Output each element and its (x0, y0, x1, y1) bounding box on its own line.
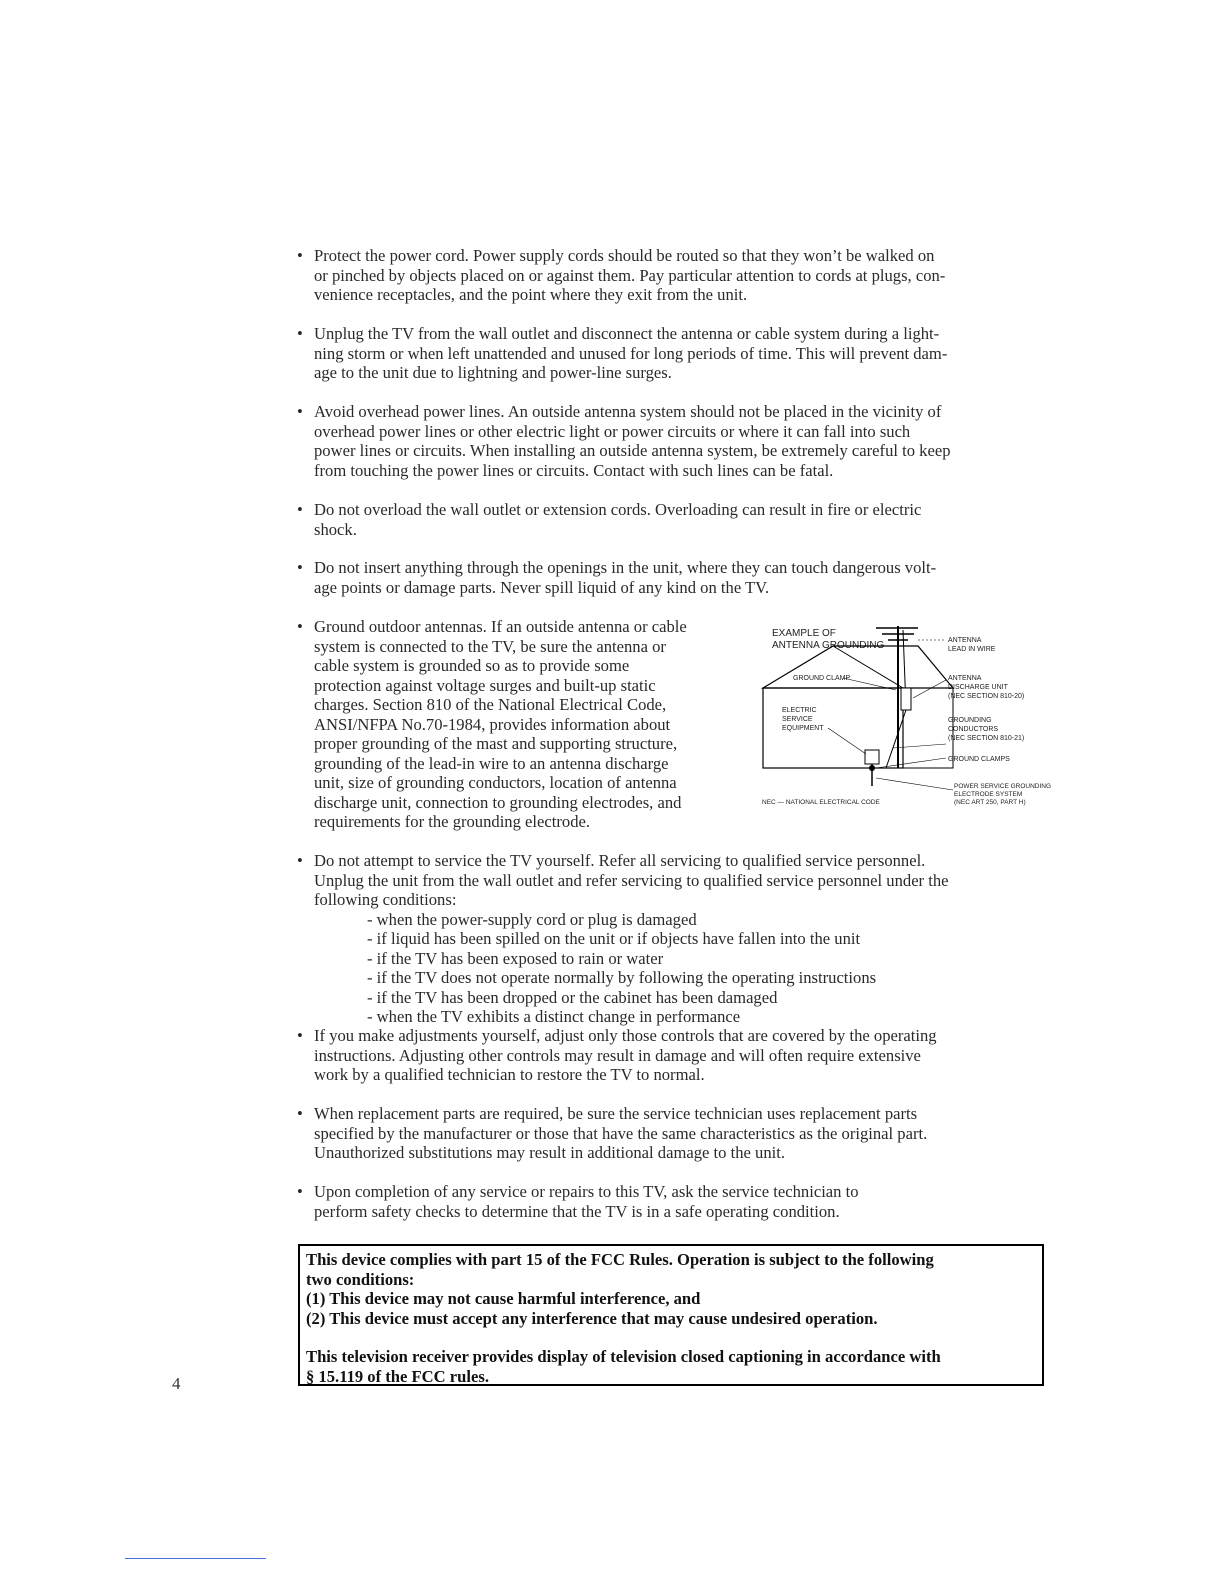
bullet-line: instructions. Adjusting other controls may result in damage and will often require extensive (314, 1045, 921, 1065)
bullet-safety-checks (297, 1182, 1057, 1221)
label-electric-service: EQUIPMENT (782, 725, 824, 732)
bullet-line: or pinched by objects placed on or against them. Pay particular attention to cords at plugs, con- (314, 265, 946, 285)
bullet-marker: • (297, 558, 303, 577)
condition-item: - when the TV exhibits a distinct change in performance (367, 1007, 741, 1026)
bullet-power-cord (297, 246, 1057, 305)
condition-item: - if the TV has been exposed to rain or water (367, 948, 664, 968)
leader-line (893, 744, 946, 748)
fcc-compliance-box (298, 1244, 1044, 1386)
bullet-adjustments (297, 1026, 1057, 1085)
bullet-line: Avoid overhead power lines. An outside antenna system should not be placed in the vicinity of (314, 402, 942, 421)
label-discharge-unit: ANTENNA (948, 675, 982, 682)
bullet-line: following conditions: (314, 890, 457, 909)
discharge-unit-icon (901, 688, 911, 710)
leader-line (828, 728, 866, 754)
bullet-grounding (297, 617, 757, 832)
bullet-line: ANSI/NFPA No.70-1984, provides information about (314, 714, 671, 734)
bullet-line: age to the unit due to lightning and power-line surges. (314, 363, 672, 382)
condition-item: - if the TV does not operate normally by following the operating instructions (367, 968, 877, 987)
leader-line (913, 680, 946, 698)
bullet-line: ning storm or when left unattended and unused for long periods of time. This will prevent dam- (314, 343, 948, 363)
label-electrode-system: (NEC ART 250, PART H) (954, 799, 1026, 806)
label-nec-note: NEC — NATIONAL ELECTRICAL CODE (762, 799, 880, 806)
bullet-line: power lines or circuits. When installing an outside antenna system, be extremely careful to keep (314, 441, 951, 460)
fcc-line: (2) This device must accept any interference that may cause undesired operation. (306, 1308, 878, 1328)
label-electrode-system: POWER SERVICE GROUNDING (954, 783, 1052, 790)
bullet-marker: • (297, 1182, 303, 1201)
bullet-replacement-parts (297, 1104, 1057, 1163)
label-ground-clamp: GROUND CLAMP (793, 675, 851, 682)
diagram-title-line: ANTENNA GROUNDING (772, 640, 885, 651)
label-ground-clamps: GROUND CLAMPS (948, 756, 1010, 763)
bullet-line: from touching the power lines or circuits. Contact with such lines can be fatal. (314, 460, 834, 480)
bullet-marker: • (297, 617, 303, 636)
bullet-line: cable system is grounded so as to provide some (314, 656, 630, 675)
condition-item: - if liquid has been spilled on the unit or if objects have fallen into the unit (367, 929, 861, 948)
bullet-line: specified by the manufacturer or those that have the same characteristics as the original part. (314, 1123, 928, 1143)
label-grounding-conductors: GROUNDING (948, 717, 992, 724)
fcc-line: This device complies with part 15 of the FCC Rules. Operation is subject to the following (306, 1250, 934, 1269)
bullet-line: Do not overload the wall outlet or extension cords. Overloading can result in fire or electric (314, 500, 922, 519)
bullet-line: grounding of the lead-in wire to an antenna discharge (314, 753, 669, 773)
fcc-line: § 15.119 of the FCC rules. (306, 1366, 489, 1386)
diagram-title-line: EXAMPLE OF (772, 628, 836, 639)
leader-line (876, 758, 946, 768)
bullet-service (297, 851, 1057, 1027)
fcc-line: This television receiver provides display of television closed captioning in accordance with (306, 1347, 941, 1366)
bullet-line: shock. (314, 519, 357, 539)
bullet-line: unit, size of grounding conductors, location of antenna (314, 773, 677, 792)
ground-clamp-icon (869, 765, 875, 771)
bullet-line: Unauthorized substitutions may result in additional damage to the unit. (314, 1143, 785, 1162)
label-electric-service: ELECTRIC (782, 707, 817, 714)
bullet-line: Do not insert anything through the openings in the unit, where they can touch dangerous volt- (314, 558, 937, 577)
spacer (306, 1328, 1036, 1347)
bullet-marker: • (297, 246, 303, 265)
bullet-line: proper grounding of the mast and supporting structure, (314, 734, 678, 753)
bullet-line: Ground outdoor antennas. If an outside antenna or cable (314, 617, 687, 636)
bullet-marker: • (297, 324, 303, 343)
electric-panel-icon (865, 750, 879, 764)
fcc-line: (1) This device may not cause harmful interference, and (306, 1289, 701, 1308)
bullet-line: requirements for the grounding electrode. (314, 812, 591, 831)
bullet-line: Do not attempt to service the TV yourself. Refer all servicing to qualified service personnel. (314, 851, 926, 870)
bullet-marker: • (297, 402, 303, 421)
bullet-line: venience receptacles, and the point where they exit from the unit. (314, 285, 748, 304)
bullet-marker: • (297, 851, 303, 870)
bullet-line: Protect the power cord. Power supply cords should be routed so that they won’t be walked on (314, 246, 935, 265)
bullet-line: protection against voltage surges and built-up static (314, 675, 656, 695)
bullet-marker: • (297, 500, 303, 519)
leader-line (876, 778, 953, 790)
bullet-marker: • (297, 1026, 303, 1045)
label-lead-in: LEAD IN WIRE (948, 646, 996, 653)
antenna-grounding-diagram (758, 618, 1058, 808)
label-discharge-unit: DISCHARGE UNIT (948, 684, 1008, 691)
bullet-line: Upon completion of any service or repairs to this TV, ask the service technician to (314, 1182, 859, 1201)
label-electric-service: SERVICE (782, 716, 813, 723)
bullet-line: Unplug the unit from the wall outlet and refer servicing to qualified service personnel under the (314, 870, 949, 890)
bullet-line: discharge unit, connection to grounding electrodes, and (314, 792, 682, 812)
bullet-line: age points or damage parts. Never spill liquid of any kind on the TV. (314, 577, 770, 597)
label-grounding-conductors: (NEC SECTION 810-21) (948, 735, 1025, 742)
label-grounding-conductors: CONDUCTORS (948, 726, 999, 733)
bullet-line: When replacement parts are required, be sure the service technician uses replacement parts (314, 1104, 918, 1123)
condition-item: - when the power-supply cord or plug is damaged (367, 909, 697, 929)
label-lead-in: ANTENNA (948, 637, 982, 644)
page-number: 4 (172, 1374, 181, 1393)
bullet-line: Unplug the TV from the wall outlet and disconnect the antenna or cable system during a light- (314, 324, 940, 343)
label-discharge-unit: (NEC SECTION 810-20) (948, 693, 1025, 700)
bullet-line: charges. Section 810 of the National Electrical Code, (314, 695, 667, 714)
label-electrode-system: ELECTRODE SYSTEM (954, 791, 1023, 798)
bullet-line: work by a qualified technician to restore the TV to normal. (314, 1065, 705, 1084)
bullet-openings (297, 558, 1057, 597)
bullet-line: system is connected to the TV, be sure the antenna or (314, 636, 666, 656)
bullet-overload (297, 500, 1057, 539)
fcc-line: two conditions: (306, 1269, 415, 1289)
bullet-marker: • (297, 1104, 303, 1123)
bullet-unplug (297, 324, 1057, 383)
bullet-line: perform safety checks to determine that the TV is in a safe operating condition. (314, 1201, 840, 1221)
bullet-line: If you make adjustments yourself, adjust only those controls that are covered by the operating (314, 1026, 937, 1045)
bullet-line: overhead power lines or other electric light or power circuits or where it can fall into such (314, 421, 911, 441)
bullet-power-lines (297, 402, 1057, 480)
footer-rule (125, 1558, 266, 1559)
condition-item: - if the TV has been dropped or the cabinet has been damaged (367, 987, 778, 1007)
